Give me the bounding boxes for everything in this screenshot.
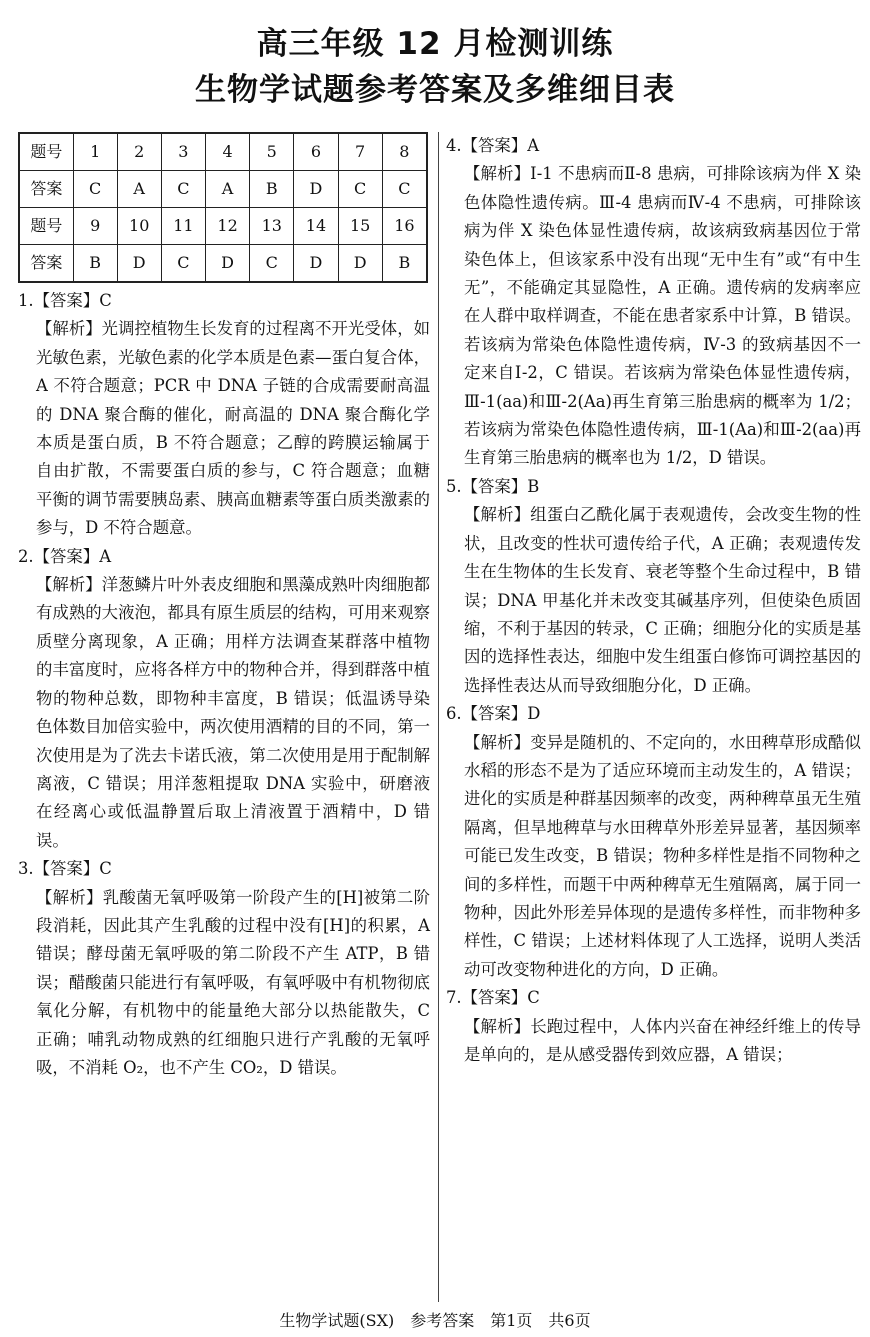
answer-explanation: 【解析】洋葱鳞片叶外表皮细胞和黑藻成熟叶肉细胞都有成熟的大液泡，都具有原生质层的结构，可用来观察质壁分离现象，A 正确；用样方法调查某群落中植物的丰富度时，应将各样方中的物种合并，得到群落中植物的物种总数，即物种丰富度，B 错误；低温诱导染色体数目加倍实验中，两次使用酒精的目的不同，第一次使用是为了洗去卡诺氏液，第二次使用是用于配制解离液，C 错误；用洋葱粗提取 DNA 实验中，研磨液在经离心或低温静置后取上清液置于酒精中，D 错误。 <box>36 575 430 850</box>
table-row-header: 题号 <box>19 208 73 245</box>
table-cell: 11 <box>161 208 205 245</box>
answer-item <box>18 287 430 543</box>
table-row-header: 题号 <box>19 133 73 171</box>
answer-item <box>446 473 861 700</box>
table-cell: B <box>250 171 294 208</box>
answer-explanation: 【解析】长跑过程中，人体内兴奋在神经纤维上的传导是单向的，是从感受器传到效应器，A 错误； <box>464 1016 861 1064</box>
table-cell: C <box>382 171 427 208</box>
table-cell: D <box>294 245 338 283</box>
table-cell: A <box>205 171 249 208</box>
table-cell: 14 <box>294 208 338 245</box>
answer-item <box>18 855 430 1082</box>
table-cell: D <box>205 245 249 283</box>
table-cell: B <box>73 245 117 283</box>
table-cell: 1 <box>73 133 117 171</box>
answer-heading: 7.【答案】C <box>446 988 540 1008</box>
table-row-header: 答案 <box>19 171 73 208</box>
table-row <box>19 208 427 245</box>
table-cell: A <box>117 171 161 208</box>
table-cell: C <box>250 245 294 283</box>
table-cell: 10 <box>117 208 161 245</box>
table-cell: C <box>161 245 205 283</box>
table-row-header: 答案 <box>19 245 73 283</box>
column-divider <box>438 132 439 1302</box>
table-cell: 5 <box>250 133 294 171</box>
right-answers <box>446 132 861 1069</box>
table-row <box>19 133 427 171</box>
answer-explanation: 【解析】光调控植物生长发育的过程离不开光受体，如光敏色素，光敏色素的化学本质是色素—蛋白复合体，A 不符合题意；PCR 中 DNA 子链的合成需要耐高温的 DNA 聚合酶的催化，耐高温的 DNA 聚合酶化学本质是蛋白质，B 不符合题意；乙醇的跨膜运输属于自由扩散，不需要蛋白质的参与，C 符合题意；血糖平衡的调节需要胰岛素、胰高血糖素等蛋白质类激素的参与，D 不符合题意。 <box>36 319 430 538</box>
left-answers <box>18 287 430 1082</box>
right-column <box>446 132 861 1069</box>
answer-heading: 1.【答案】C <box>18 291 112 310</box>
answer-heading: 5.【答案】B <box>446 476 540 496</box>
table-cell: 6 <box>294 133 338 171</box>
answer-item <box>446 984 861 1069</box>
table-row <box>19 245 427 283</box>
table-cell: C <box>338 171 382 208</box>
left-column <box>18 132 430 1082</box>
answer-item <box>18 543 430 855</box>
answer-explanation: 【解析】变异是随机的、不定向的，水田稗草形成酷似水稻的形态不是为了适应环境而主动发生的，A 错误；进化的实质是种群基因频率的改变，两种稗草虽无生殖隔离，但旱地稗草与水田稗草外形差异显著，基因频率可能已发生改变，B 错误；物种多样性是指不同物种之间的多样性，而题干中两种稗草无生殖隔离，属于同一物种，因此外形差异体现的是遗传多样性，而非物种多样性，C 错误；上述材料体现了人工选择，说明人类活动可改变物种进化的方向，D 正确。 <box>464 732 861 979</box>
answer-heading: 3.【答案】C <box>18 859 112 879</box>
answer-heading: 6.【答案】D <box>446 704 541 724</box>
table-cell: C <box>73 171 117 208</box>
answer-explanation: 【解析】乳酸菌无氧呼吸第一阶段产生的[H]被第二阶段消耗，因此其产生乳酸的过程中没有[H]的积累，A 错误；酵母菌无氧呼吸的第二阶段不产生 ATP，B 错误；醋酸菌只能进行有氧呼吸，有氧呼吸中有机物彻底氧化分解，有机物中的能量绝大部分以热能散失，C 正确；哺乳动物成熟的红细胞只进行产乳酸的无氧呼吸，不消耗 O₂，也不产生 CO₂，D 错误。 <box>36 887 430 1077</box>
answer-explanation: 【解析】组蛋白乙酰化属于表观遗传，会改变生物的性状，且改变的性状可遗传给子代，A 正确；表观遗传发生在生物体的生长发育、衰老等整个生命过程中，B 错误；DNA 甲基化并未改变其碱基序列，但使染色质固缩，不利于基因的转录，C 正确；细胞分化的实质是基因的选择性表达，细胞中发生组蛋白修饰可调控基因的选择性表达从而导致细胞分化，D 正确。 <box>464 505 861 695</box>
table-cell: D <box>338 245 382 283</box>
table-cell: 3 <box>161 133 205 171</box>
table-cell: 7 <box>338 133 382 171</box>
page-subtitle: 生物学试题参考答案及多维细目表 <box>195 72 675 108</box>
table-cell: 2 <box>117 133 161 171</box>
table-cell: D <box>294 171 338 208</box>
answer-item <box>446 700 861 984</box>
table-cell: 15 <box>338 208 382 245</box>
answer-heading: 4.【答案】A <box>446 136 540 155</box>
page-footer: 生物学试题(SX) 参考答案 第1页 共6页 <box>279 1311 591 1330</box>
table-cell: D <box>117 245 161 283</box>
table-cell: C <box>161 171 205 208</box>
table-cell: 12 <box>205 208 249 245</box>
table-cell: 9 <box>73 208 117 245</box>
table-row <box>19 171 427 208</box>
answer-item <box>446 132 861 473</box>
answer-table <box>18 132 428 283</box>
table-cell: B <box>382 245 427 283</box>
answer-explanation: 【解析】Ⅰ-1 不患病而Ⅱ-8 患病，可排除该病为伴 X 染色体隐性遗传病。Ⅲ-4 患病而Ⅳ-4 不患病，可排除该病为伴 X 染色体显性遗传病，故该病致病基因位于常染色体上，但该家系中没有出现“无中生有”或“有中生无”，不能确定其显隐性，A 正确。遗传病的发病率应在人群中取样调查，不能在患者家系中计算，B 错误。若该病为常染色体隐性遗传病，Ⅳ-3 的致病基因不一定来自Ⅰ-2，C 错误。若该病为常染色体显性遗传病，Ⅲ-1(aa)和Ⅲ-2(Aa)再生育第三胎患病的概率为 1/2；若该病为常染色体隐性遗传病，Ⅲ-1(Aa)和Ⅲ-2(aa)再生育第三胎患病的概率也为 1/2，D 错误。 <box>464 164 861 468</box>
table-cell: 16 <box>382 208 427 245</box>
table-cell: 4 <box>205 133 249 171</box>
table-cell: 8 <box>382 133 427 171</box>
page-title: 高三年级 12 月检测训练 <box>256 26 614 62</box>
answer-heading: 2.【答案】A <box>18 546 112 566</box>
table-cell: 13 <box>250 208 294 245</box>
